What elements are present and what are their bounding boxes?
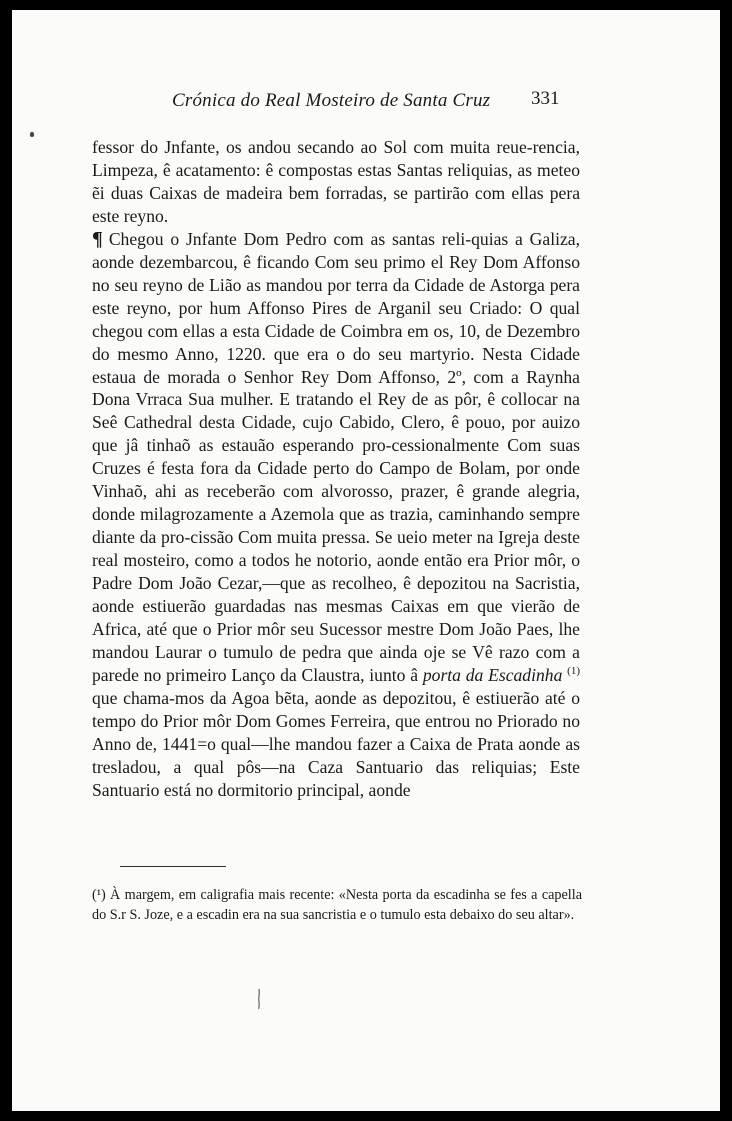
paragraph-2-text-a: Chegou o Jnfante Dom Pedro com as santas reli-quias a Galiza, aonde dezembarcou, ê ficando Com seu primo el Rey Dom Affonso no seu reyno de Lião as mandou por terra da Cidade de Astorga pera este reyno, por hum Affonso Pires de Arganil seu Criado: O qual chegou com ellas a esta Cidade de Coimbra em os, 10, de Dezembro do mesmo Anno, 1220. que era o do seu martyrio. Nesta Cidade estaua de morada o Senhor Rey Dom Affonso, 2º, com a Raynha Dona Vrraca Sua mulher. E tratando el Rey de as pôr, ê collocar na Seê Cathedral desta Cidade, cujo Cabido, Clero, ê pouo, por auizo que jâ tinhaõ as estauão esperando pro-cessionalmente Com suas Cruzes é festa fora da Cidade perto do Campo de Bolam, por onde Vinhaõ, ahi as receberão com alvorosso, prazer, ê grande alegria, donde milagrozamente a Azemola que as trazia, caminhando sempre diante da pro-cissão Com muita pressa. Se ueio meter na Igreja deste real mosteiro, como a todos he notorio, aonde então era Prior môr, o Padre Dom João Cezar,—que as recolheo, ê depozitou na Sacristia, aonde estiuerão guardadas nas mesmas Caixas em que vierão de Africa, até que o Prior môr seu Sucessor mestre Dom João Paes, lhe mandou Laurar o tumulo de pedra que ainda oje se Vê razo com a parede no primeiro Lanço da Claustra, iunto â: [92, 228, 580, 685]
paragraph-2-italic: porta da Escadinha: [422, 664, 563, 685]
pilcrow-icon: ¶: [92, 227, 103, 250]
page-number: 331: [531, 88, 560, 109]
footnote-marker: (1): [567, 665, 580, 678]
ink-mark: [256, 988, 262, 1010]
footnote: (¹) À margem, em caligrafia mais recente: «Nesta porta da escadinha se fes a capella do S.r S. Joze, e a escadin era na sua sancristia e o tumulo esta debaixo do seu altar».: [92, 887, 582, 923]
page-header: [12, 84, 720, 114]
paragraph-2: [92, 228, 580, 802]
paragraph-2-text-b: que chama-mos da Agoa bẽta, aonde as depozitou, ê estiuerão até o tempo do Prior môr Dom Gomes Ferreira, que entrou no Priorado no Anno de, 1441=o qual—lhe mandou fazer a Caixa de Prata aonde as tresladou, a qual pôs—na Caza Santuario das reliquias; Este Santuario está no dormitorio principal, aonde: [92, 687, 580, 800]
margin-speck: [30, 132, 34, 137]
book-page: [12, 10, 720, 1111]
paragraph-1: fessor do Jnfante, os andou secando ao Sol com muita reue-rencia, Limpeza, ê acatamento: ê compostas estas Santas reliquias, as meteo ẽi duas Caixas de madeira bem forradas, se partirão com ellas pera este reyno.: [92, 137, 580, 226]
running-title: Crónica do Real Mosteiro de Santa Cruz: [172, 90, 491, 111]
body-text: [92, 136, 580, 802]
footnote-rule: [120, 866, 226, 867]
